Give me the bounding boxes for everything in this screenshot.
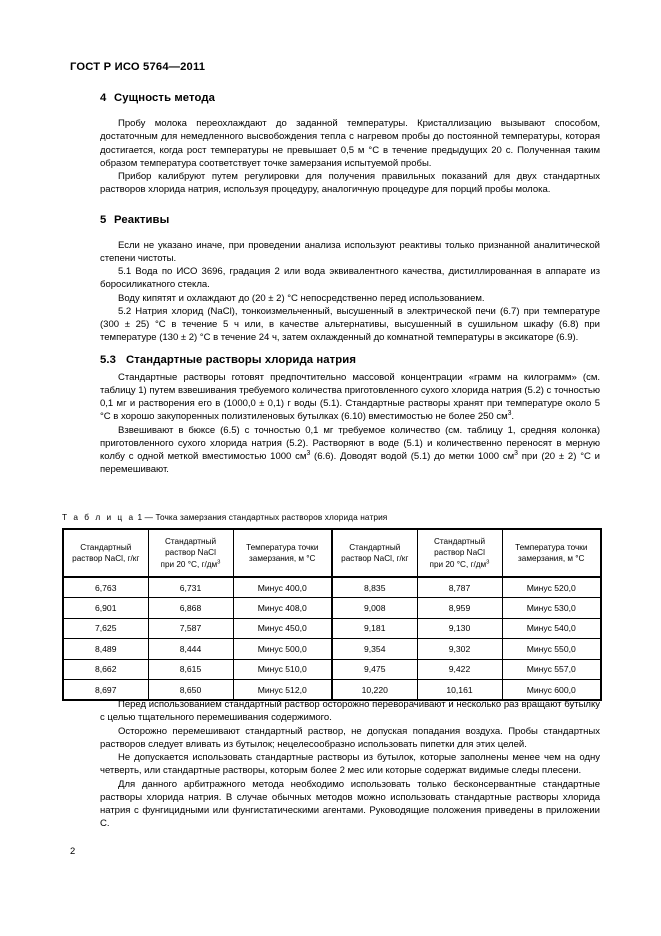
section-5-paragraph-5-2: 5.2 Натрия хлорид (NaCl), тонкоизмельченный, высушенный в электрической печи (6.7) при температуре (300 ± 25) °С в течение 5 ч или, в качестве альтернативы, высушенный в сушильном шкафу (6.8) при температуре (130 ± 2) °С в течение 24 ч, затем охлажденный до комнатной температуры в эксикаторе (6.9). [100, 305, 600, 344]
table-cell: 8,959 [417, 598, 502, 618]
table-cell: 8,489 [63, 639, 148, 659]
s53-p2-superscript-1: 3 [306, 449, 311, 457]
table-cell: Минус 550,0 [502, 639, 601, 659]
table-cell: 8,615 [148, 659, 233, 679]
table-row [63, 659, 601, 679]
hdr-4-line-2: раствор NaCl, г/кг [341, 554, 409, 563]
closing-paragraph-3: Не допускается использовать стандартные растворы из бутылок, которые заполнены менее чем на одну четверть, или стандартные растворы, которым более 2 мес или которые содержат видимые следы плесени. [100, 752, 600, 777]
table-cell: 10,161 [417, 679, 502, 700]
section-4-paragraph-2: Прибор калибруют путем регулировки для получения правильных показаний для двух стандартных растворов хлорида натрия, используя процедуру, аналогичную процедуре для порций пробы молока. [100, 171, 600, 196]
hdr-2-superscript: 3 [217, 558, 221, 565]
table-cell: Минус 510,0 [233, 659, 332, 679]
table-cell: 7,625 [63, 618, 148, 638]
table-cell: 6,763 [63, 577, 148, 598]
hdr-5-superscript: 3 [486, 558, 490, 565]
table-body [63, 577, 601, 700]
freezing-point-table [62, 528, 602, 701]
hdr-5-line-3: при 20 °C, г/дм [429, 559, 487, 569]
section-5-number: 5 [100, 213, 107, 226]
table-cell: Минус 520,0 [502, 577, 601, 598]
table-cell: Минус 450,0 [233, 618, 332, 638]
table-col-header-5 [417, 529, 502, 577]
page-number: 2 [70, 845, 76, 856]
section-5-paragraph-5-1: 5.1 Вода по ИСО 3696, градация 2 или вода эквивалентного качества, дистиллированная в аппарате из боросиликатного стекла. [100, 266, 600, 291]
table-cell: 8,835 [332, 577, 417, 598]
table-cell: Минус 500,0 [233, 639, 332, 659]
table-cell: 9,181 [332, 618, 417, 638]
table-cell: 8,697 [63, 679, 148, 700]
closing-paragraph-1: Перед использованием стандартный раствор осторожно переворачивают и несколько раз вращают бутылку с целью тщательного перемешивания содержимого. [100, 699, 600, 724]
section-5-title: Реактивы [114, 213, 170, 226]
table-cell: Минус 557,0 [502, 659, 601, 679]
table-cell: 9,354 [332, 639, 417, 659]
hdr-3-line-2: замерзания, м °С [249, 554, 316, 563]
table-header [63, 529, 601, 577]
s53-p2-part-a: Взвешивают в бюксе (6.5) с точностью 0,1 мг требуемое количество (см. таблицу 1, средняя колонка) приготовленного сухого хлорида натрия (5.2). Растворяют в воде (5.1) и количественно переносят в мерную колбу с одной меткой вместимостью 1000 см [100, 424, 600, 462]
table-header-row [63, 529, 601, 577]
table-col-header-1 [63, 529, 148, 577]
table-row [63, 618, 601, 638]
table-col-header-6 [502, 529, 601, 577]
s53-p2-part-mid: (6.6). Доводят водой (5.1) до метки 1000 см [310, 451, 515, 462]
hdr-1-line-1: Стандартный [80, 542, 132, 552]
section-5-3-title: Стандартные растворы хлорида натрия [126, 353, 357, 366]
table-caption-text: Точка замерзания стандартных растворов хлорида натрия [155, 512, 388, 522]
table-cell: Минус 530,0 [502, 598, 601, 618]
section-5-3-number: 5.3 [100, 353, 117, 366]
table-cell: 10,220 [332, 679, 417, 700]
table-cell: 9,008 [332, 598, 417, 618]
section-heading-4 [100, 92, 600, 104]
table-col-header-3 [233, 529, 332, 577]
closing-paragraph-2: Осторожно перемешивают стандартный раствор, не допуская попадания воздуха. Пробы стандартных растворов следует вливать из бутылок; нецелесообразно использовать пипетки для этих целей. [100, 725, 600, 750]
table-cell: 9,130 [417, 618, 502, 638]
s53-p1-part-a: Стандартные растворы готовят предпочтительно массовой концентрации «грамм на килограмм» (см. таблицу 1) путем взвешивания требуемого количества приготовленного сухого хлорида натрия (5.2) с точностью 0,1 мг и растворения его в (1000,0 ± 0,1) г воды (5.1). Стандартные растворы хранят при температуре около 5 °С в хорошо закупоренных полизтиленовых бутылках (6.10) вместимостью не более 250 см [100, 371, 600, 423]
hdr-2-line-2: раствор NaCl [165, 548, 216, 558]
section-heading-5 [100, 214, 600, 226]
s53-p1-superscript: 3 [507, 410, 512, 418]
document-body-upper [100, 92, 600, 477]
hdr-3-line-1: Температура точки [246, 542, 319, 552]
table-row [63, 598, 601, 618]
table-cell: Минус 400,0 [233, 577, 332, 598]
table-cell: 9,302 [417, 639, 502, 659]
hdr-6-line-2: замерзания, м °С [518, 554, 585, 563]
section-5-paragraph-1: Если не указано иначе, при проведении анализа используют реактивы только признанной аналитической степени чистоты. [100, 239, 600, 264]
s53-p2-part-b: при (20 ± 2) °С и перемешивают. [100, 451, 600, 476]
table-row [63, 639, 601, 659]
table-cell: 8,787 [417, 577, 502, 598]
table-row [63, 577, 601, 598]
table-cell: 6,731 [148, 577, 233, 598]
table-cell: 8,444 [148, 639, 233, 659]
table-caption-label: Т а б л и ц а [62, 512, 136, 522]
section-4-number: 4 [100, 92, 107, 104]
table-cell: 8,662 [63, 659, 148, 679]
hdr-5-line-2: раствор NaCl [434, 548, 485, 558]
hdr-6-line-1: Температура точки [515, 542, 588, 552]
hdr-4-line-1: Стандартный [349, 542, 401, 552]
table-caption-number: 1 [137, 512, 143, 522]
table-1-caption [62, 512, 387, 522]
section-5-3-paragraph-1 [100, 371, 600, 424]
section-5-3-paragraph-2 [100, 424, 600, 477]
table-cell: Минус 540,0 [502, 618, 601, 638]
table-cell: 6,901 [63, 598, 148, 618]
s53-p2-superscript-2: 3 [514, 449, 518, 457]
section-4-paragraph-1: Пробу молока переохлаждают до заданной температуры. Кристаллизацию вызывают способом, достаточным для немедленного высвобождения тепла с нагревом пробы до постоянной температуры, которая достигается, когда рост температуры не превышает 0,5 м °С в течение предыдущих 20 с. Полученная таким образом температура соответствует точке замерзания испытуемой пробы. [100, 118, 600, 169]
table-cell: 9,422 [417, 659, 502, 679]
table-cell: Минус 600,0 [502, 679, 601, 700]
table-cell: Минус 408,0 [233, 598, 332, 618]
table-cell: 7,587 [148, 618, 233, 638]
hdr-1-line-2: раствор NaCl, г/кг [72, 554, 140, 563]
table-cell: Минус 512,0 [233, 679, 332, 700]
page-header-standard-number: ГОСТ Р ИСО 5764—2011 [70, 61, 206, 73]
section-4-title: Сущность метода [114, 92, 216, 104]
table-caption-dash: — [144, 512, 154, 522]
table-cell: 9,475 [332, 659, 417, 679]
section-heading-5-3 [100, 354, 600, 366]
table-col-header-2 [148, 529, 233, 577]
table-col-header-4 [332, 529, 417, 577]
s53-p1-part-b: . [511, 411, 515, 423]
hdr-2-line-1: Стандартный [164, 537, 217, 547]
table-cell: 6,868 [148, 598, 233, 618]
hdr-5-line-1: Стандартный [433, 537, 486, 547]
document-body-lower [100, 698, 600, 831]
table-cell: 8,650 [148, 679, 233, 700]
closing-paragraph-4: Для данного арбитражного метода необходимо использовать только бесконсервантные стандартные растворы хлорида натрия. В случае обычных методов можно использовать стандартные растворы хлорида натрия с фунгицидными или фунгистатическими агентами. Руководящие положения приведены в приложении С. [100, 778, 600, 830]
section-5-paragraph-water-boil: Воду кипятят и охлаждают до (20 ± 2) °С непосредственно перед использованием. [118, 292, 485, 304]
hdr-2-line-3: при 20 °C, г/дм [160, 559, 218, 569]
